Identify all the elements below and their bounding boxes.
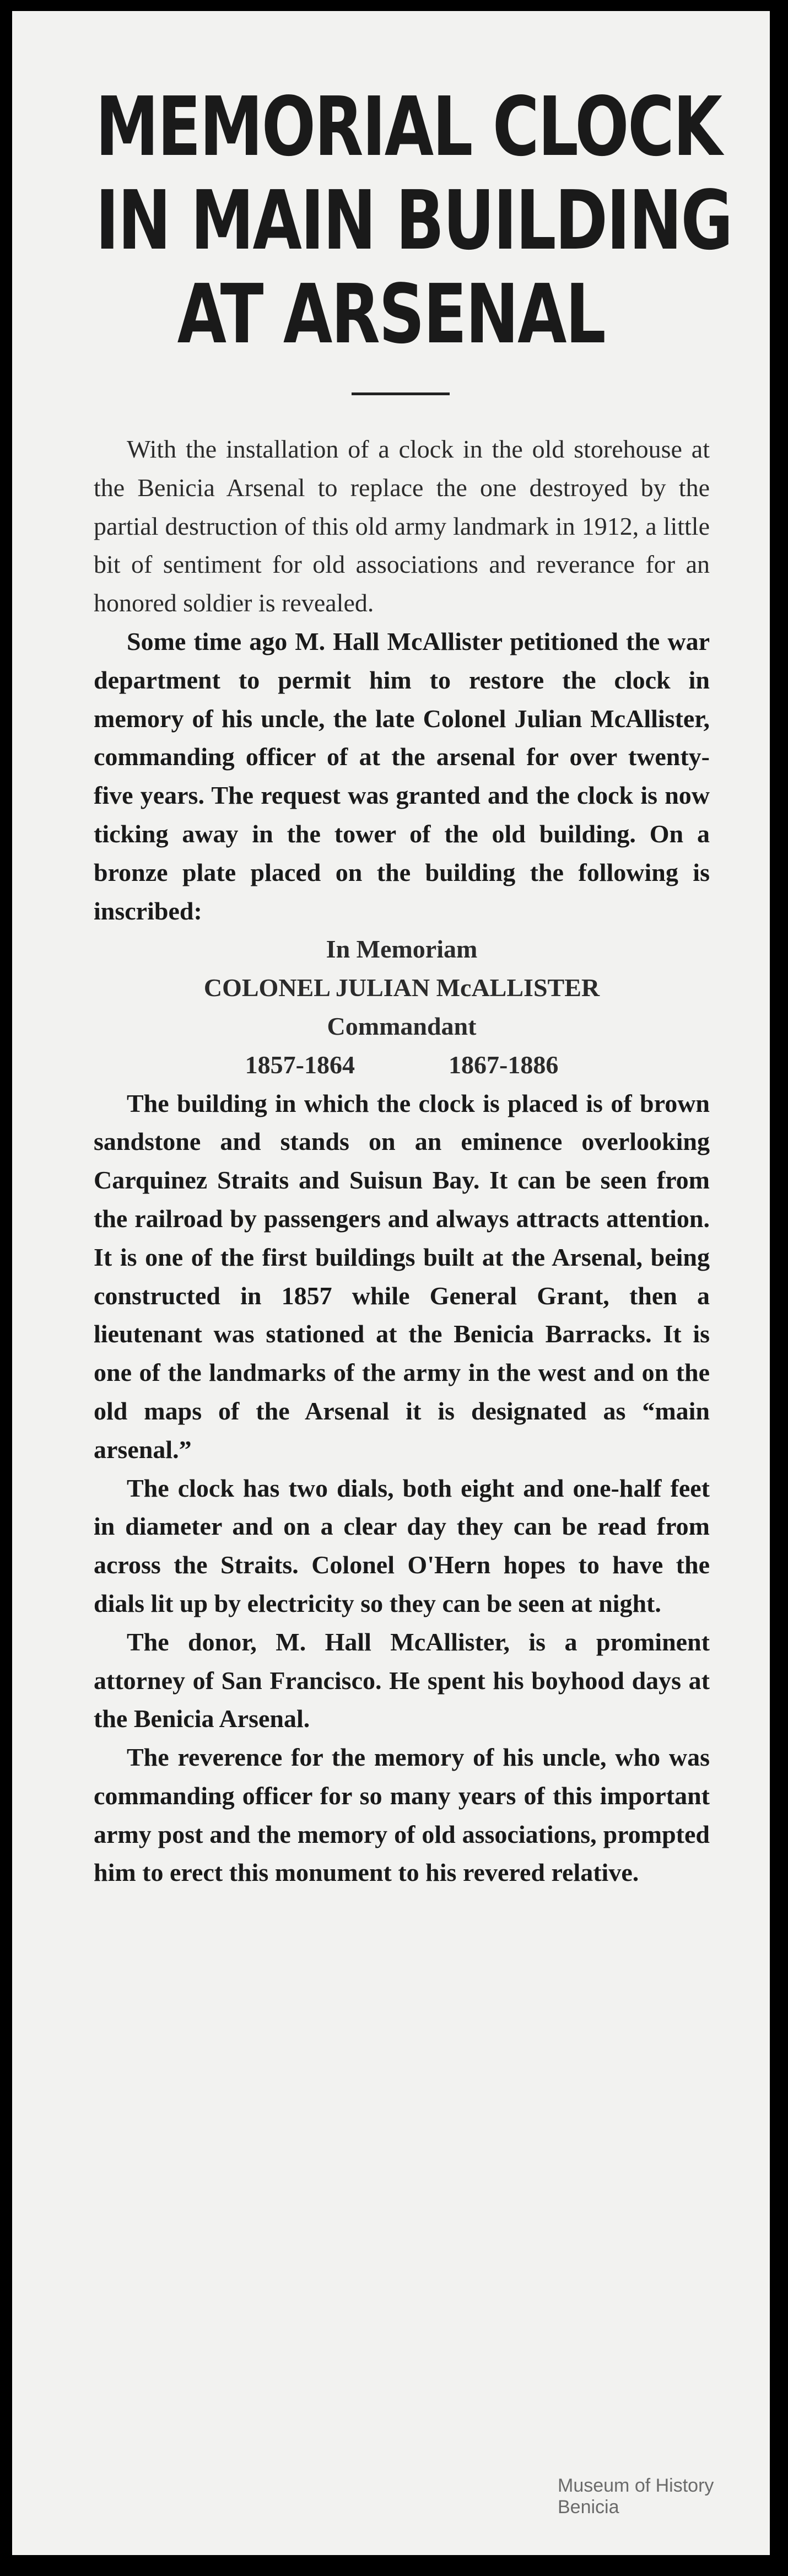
paragraph-petition: Some time ago M. Hall McAllister petitioned the war department to permit him to restore the clock in memory of his uncle, the late Colonel Julian McAllister, commanding officer of at the arsenal for over twenty-five years. The request was granted and the clock is now ticking away in the tower of the old building. On a bronze plate placed on the building the following is inscribed: xyxy=(94,627,710,925)
plaque-line-title: Commandant xyxy=(327,1012,477,1040)
headline-divider xyxy=(352,392,450,395)
headline xyxy=(95,79,732,362)
plaque-line-memoriam: In Memoriam xyxy=(326,935,478,964)
plaque-years-first: 1857-1864 xyxy=(245,1050,355,1079)
headline-line-1: MEMORIAL CLOCK xyxy=(95,79,721,174)
headline-line-2: IN MAIN BUILDING xyxy=(95,173,732,268)
museum-credit-watermark: Museum of History Benicia xyxy=(558,2475,714,2518)
article-body xyxy=(94,430,710,1892)
headline-line-3: AT ARSENAL xyxy=(177,267,605,362)
paragraph-reverence: The reverence for the memory of his uncle, who was commanding officer for so many years of this important army post and the memory of old associations, prompted him to erect this monument to his revered relative. xyxy=(94,1743,710,1887)
paragraph-dials: The clock has two dials, both eight and one-half feet in diameter and on a clear day they can be read from across the Straits. Colonel O'Hern hopes to have the dials lit up by electricity so they can be seen at night. xyxy=(94,1473,710,1617)
plaque-years xyxy=(94,1046,710,1084)
paragraph-donor: The donor, M. Hall McAllister, is a prominent attorney of San Francisco. He spent his boyhood days at the Benicia Arsenal. xyxy=(94,1627,710,1733)
plaque-line-name: COLONEL JULIAN McALLISTER xyxy=(203,974,600,1002)
plaque-years-second: 1867-1886 xyxy=(449,1050,559,1079)
plaque-inscription xyxy=(94,930,710,1084)
paragraph-building: The building in which the clock is placed is of brown sandstone and stands on an eminence overlooking Carquinez Straits and Suisun Bay. It can be seen from the railroad by passengers and always attracts attention. It is one of the first buildings built at the Arsenal, being constructed in 1857 while General Grant, then a lieutenant was stationed at the Benicia Barracks. It is one of the landmarks of the army in the west and on the old maps of the Arsenal it is designated as “main arsenal.” xyxy=(94,1089,710,1464)
newspaper-clipping xyxy=(12,11,770,2555)
paragraph-intro: With the installation of a clock in the old storehouse at the Benicia Arsenal to replace the one destroyed by the partial destruction of this old army landmark in 1912, a little bit of sentiment for old associations and reverance for an honored soldier is revealed. xyxy=(94,435,710,617)
